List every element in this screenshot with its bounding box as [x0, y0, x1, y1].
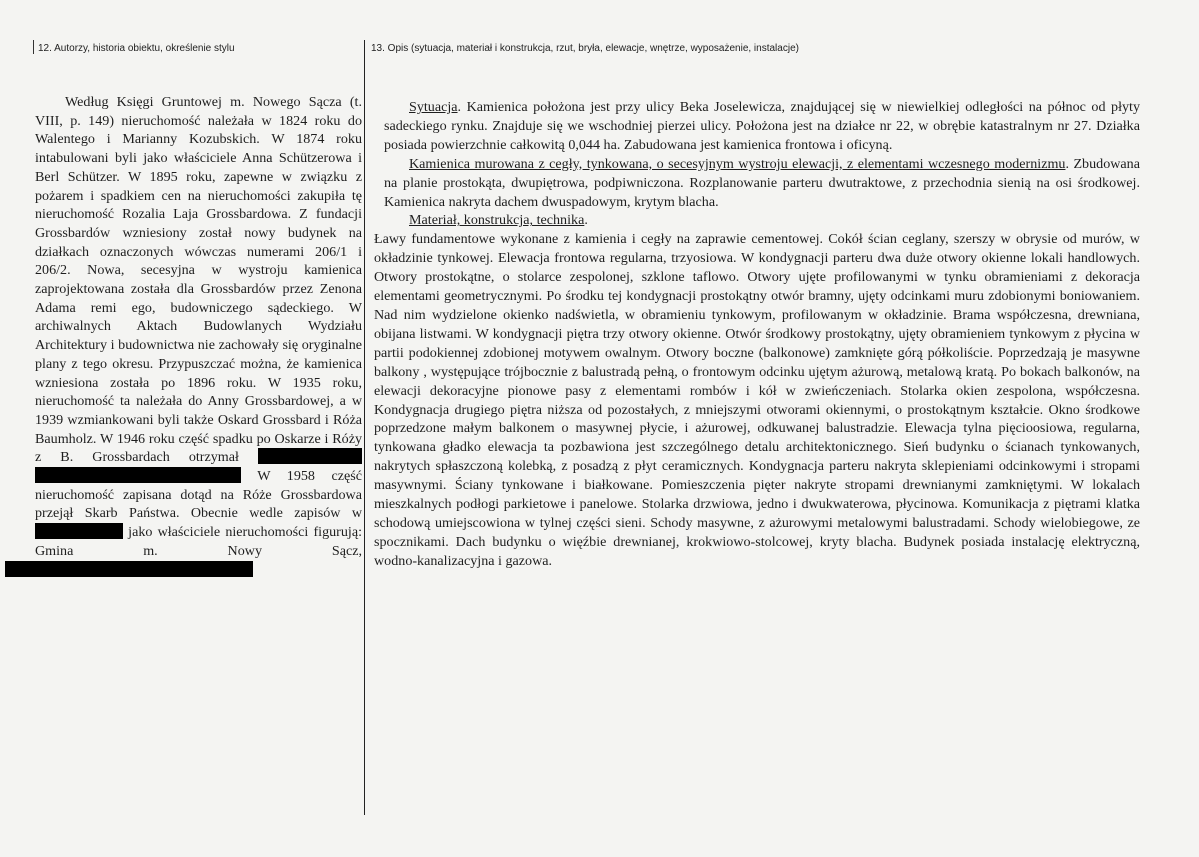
description-paragraph-building — [384, 155, 1140, 212]
situation-text: . Kamienica położona jest przy ulicy Beka Joselewicza, znajdującej się w niewielkiej odległości na północ od płyty sadeckiego rynku. Znajduje się we wschodniej pierzei ulicy. Położona jest na działce nr 22, w obrębie katastralnym nr 27. Działka posiada powierzchnie całkowitą 0,044 ha. Zabudowana jest kamienica frontowa i oficyną. — [384, 99, 1140, 153]
redaction-box — [5, 561, 253, 577]
column-divider — [364, 40, 365, 815]
redaction-box — [258, 448, 362, 464]
building-heading: Kamienica murowana z cegły, tynkowana, o secesyjnym wystroju elewacji, z elementami wczesnego modernizmu — [409, 155, 1066, 172]
redaction-box — [35, 523, 123, 539]
situation-heading: Sytuacja — [409, 99, 458, 115]
history-column — [35, 93, 362, 579]
description-paragraph-construction: Ławy fundamentowe wykonane z kamienia i cegły na zaprawie cementowej. Cokół ścian ceglany, szerszy w obrysie od murów, w okładzinie tynkowej. Elewacja frontowa regularna, trzyosiowa. W kondygnacji parteru dwa duże otwory okienne lokali handlowych. Otwory prostokątne, o stolarce zespolonej, szklone taflowo. Otwory ujęte profilowanymi w tynku obramieniami z dekoracja elementami geometrycznymi. Po środku tej kondygnacji prostokątny otwór bramny, ujęty odcinkami muru zdobionymi boniowaniem. Nad nim wydzielone okienko nadświetla, w obramieniu tynkowym, profilowanym w okładzinie. Brama współczesna, drewniana, obijana listwami. W kondygnacji piętra trzy otwory okienne. Otwór środkowy prostokątny, ujęty obramieniem tynkowym z płycina w partii podokiennej zdobionej motywem owalnym. Otwory boczne (balkonowe) zamknięte górą półkoliście. Poprzedzają je masywne balkony , występujące trójbocznie z balustradą pełną, o frontowym odcinku ujętym ażurową, metalową kratą. Po bokach balkonów, na elewacji dekoracyjne pionowe pasy z elementami rombów i kół w zwieńczeniach. Stolarka okien zespolona, współczesna. Kondygnacja drugiego piętra niższa od pozostałych, z mniejszymi otworami okiennymi, o prostokątnym kształcie. Okno środkowe poprzedzone małym balkonem o masywnej płycie, i ażurowej, odkuwanej balustradzie. Elewacja tylna pięcioosiowa, regularna, tynkowana gładko elewacja ta pozbawiona jest szczególnego detalu architektonicznego. Sień budynku o ścianach tynkowanych, nakrytych spłaszczoną kolebką, z posadzą z płyt ceramicznych. Kondygnacja parteru nakryta sklepieniami odcinkowymi i stropami masywnymi. Ściany tynkowane i białkowane. Pomieszczenia pięter nakryte stropami drewnianymi zamkniętymi. W lokalach mieszkalnych podłogi parkietowe i panelowe. Stolarka drzwiowa, jedno i dwukwaterowa, płycinowa. Komunikacja z piętrami klatka schodową umiejscowiona w tylnej części sieni. Schody masywne, z ażurowymi metalowymi balustradami. Schody wielobiegowe, ze spocznikami. Dach budynku o więźbie drewnianej, krokwiowo-stolcowej, kryty blacha. Budynek posiada instalację elektryczną, wodno-kanalizacyjna i gazowa. — [374, 231, 1140, 569]
history-paragraph — [35, 93, 362, 579]
history-text-part1: Według Księgi Gruntowej m. Nowego Sącza (t. VIII, p. 149) nieruchomość należała w 1824 roku do Walentego i Marianny Kozubskich. W 1874 roku intabulowani byli jako właściciele Anna Schützerowa i Berl Schützer. W 1895 roku, zapewne w związku z pożarem i spadkiem cen na nieruchomości zakupiła tę nieruchomość Rozalia Laja Grossbardowa. Z fundacji Grossbardów wzniesiony został nowy budynek na działkach oznaczonych wówczas numerami 206/1 i 206/2. Nowa, secesyjna w wystroju kamienica zaprojektowana została dla Grossbardów przez Zenona Adama remi ego, budowniczego sądeckiego. W archiwalnych Aktach Budowlanych Wydziału Architektury i budownictwa nie zachowały się oryginalne plany z tego okresu. Przypuszczać można, że kamienica wzniesiona została po 1896 roku. W 1935 roku, nieruchomość ta należała do Anny Grossbardowej, a w 1939 wzmiankowani byli także Oskard Grossbard i Róża Baumholz. W 1946 roku część spadku po Oskarze i Róży z B. Grossbardach otrzymał — [35, 94, 362, 466]
section-12-header: 12. Autorzy, historia obiektu, określenie stylu — [38, 43, 235, 54]
redaction-box — [35, 467, 241, 483]
description-paragraph-situation — [384, 98, 1140, 155]
history-text-part2: W 1958 część nieruchomość zapisana dotąd na Róże Grossbardowa przejął Skarb Państwa. Obecnie wedle zapisów w — [35, 468, 362, 522]
section-13-header: 13. Opis (sytuacja, materiał i konstrukcja, rzut, bryła, elewacje, wnętrze, wyposażenie, instalacje) — [371, 43, 799, 54]
history-text-part3: jako właściciele nieruchomości figurują: Gmina m. Nowy Sącz, — [35, 524, 362, 559]
description-paragraph-material-heading — [384, 211, 1140, 230]
material-heading-suffix: . — [584, 212, 588, 229]
left-margin-rule — [33, 40, 34, 54]
building-text: . Zbudowana na planie prostokąta, dwupiętrowa, podpiwniczona. Rozplanowanie parteru dwutraktowe, z przechodnia sienią na osi środkowej. Kamienica nakryta dachem dwuspadowym, krytym blacha. — [384, 155, 1140, 210]
description-column — [374, 98, 1140, 571]
material-heading: Materiał, konstrukcja, technika — [409, 212, 585, 229]
